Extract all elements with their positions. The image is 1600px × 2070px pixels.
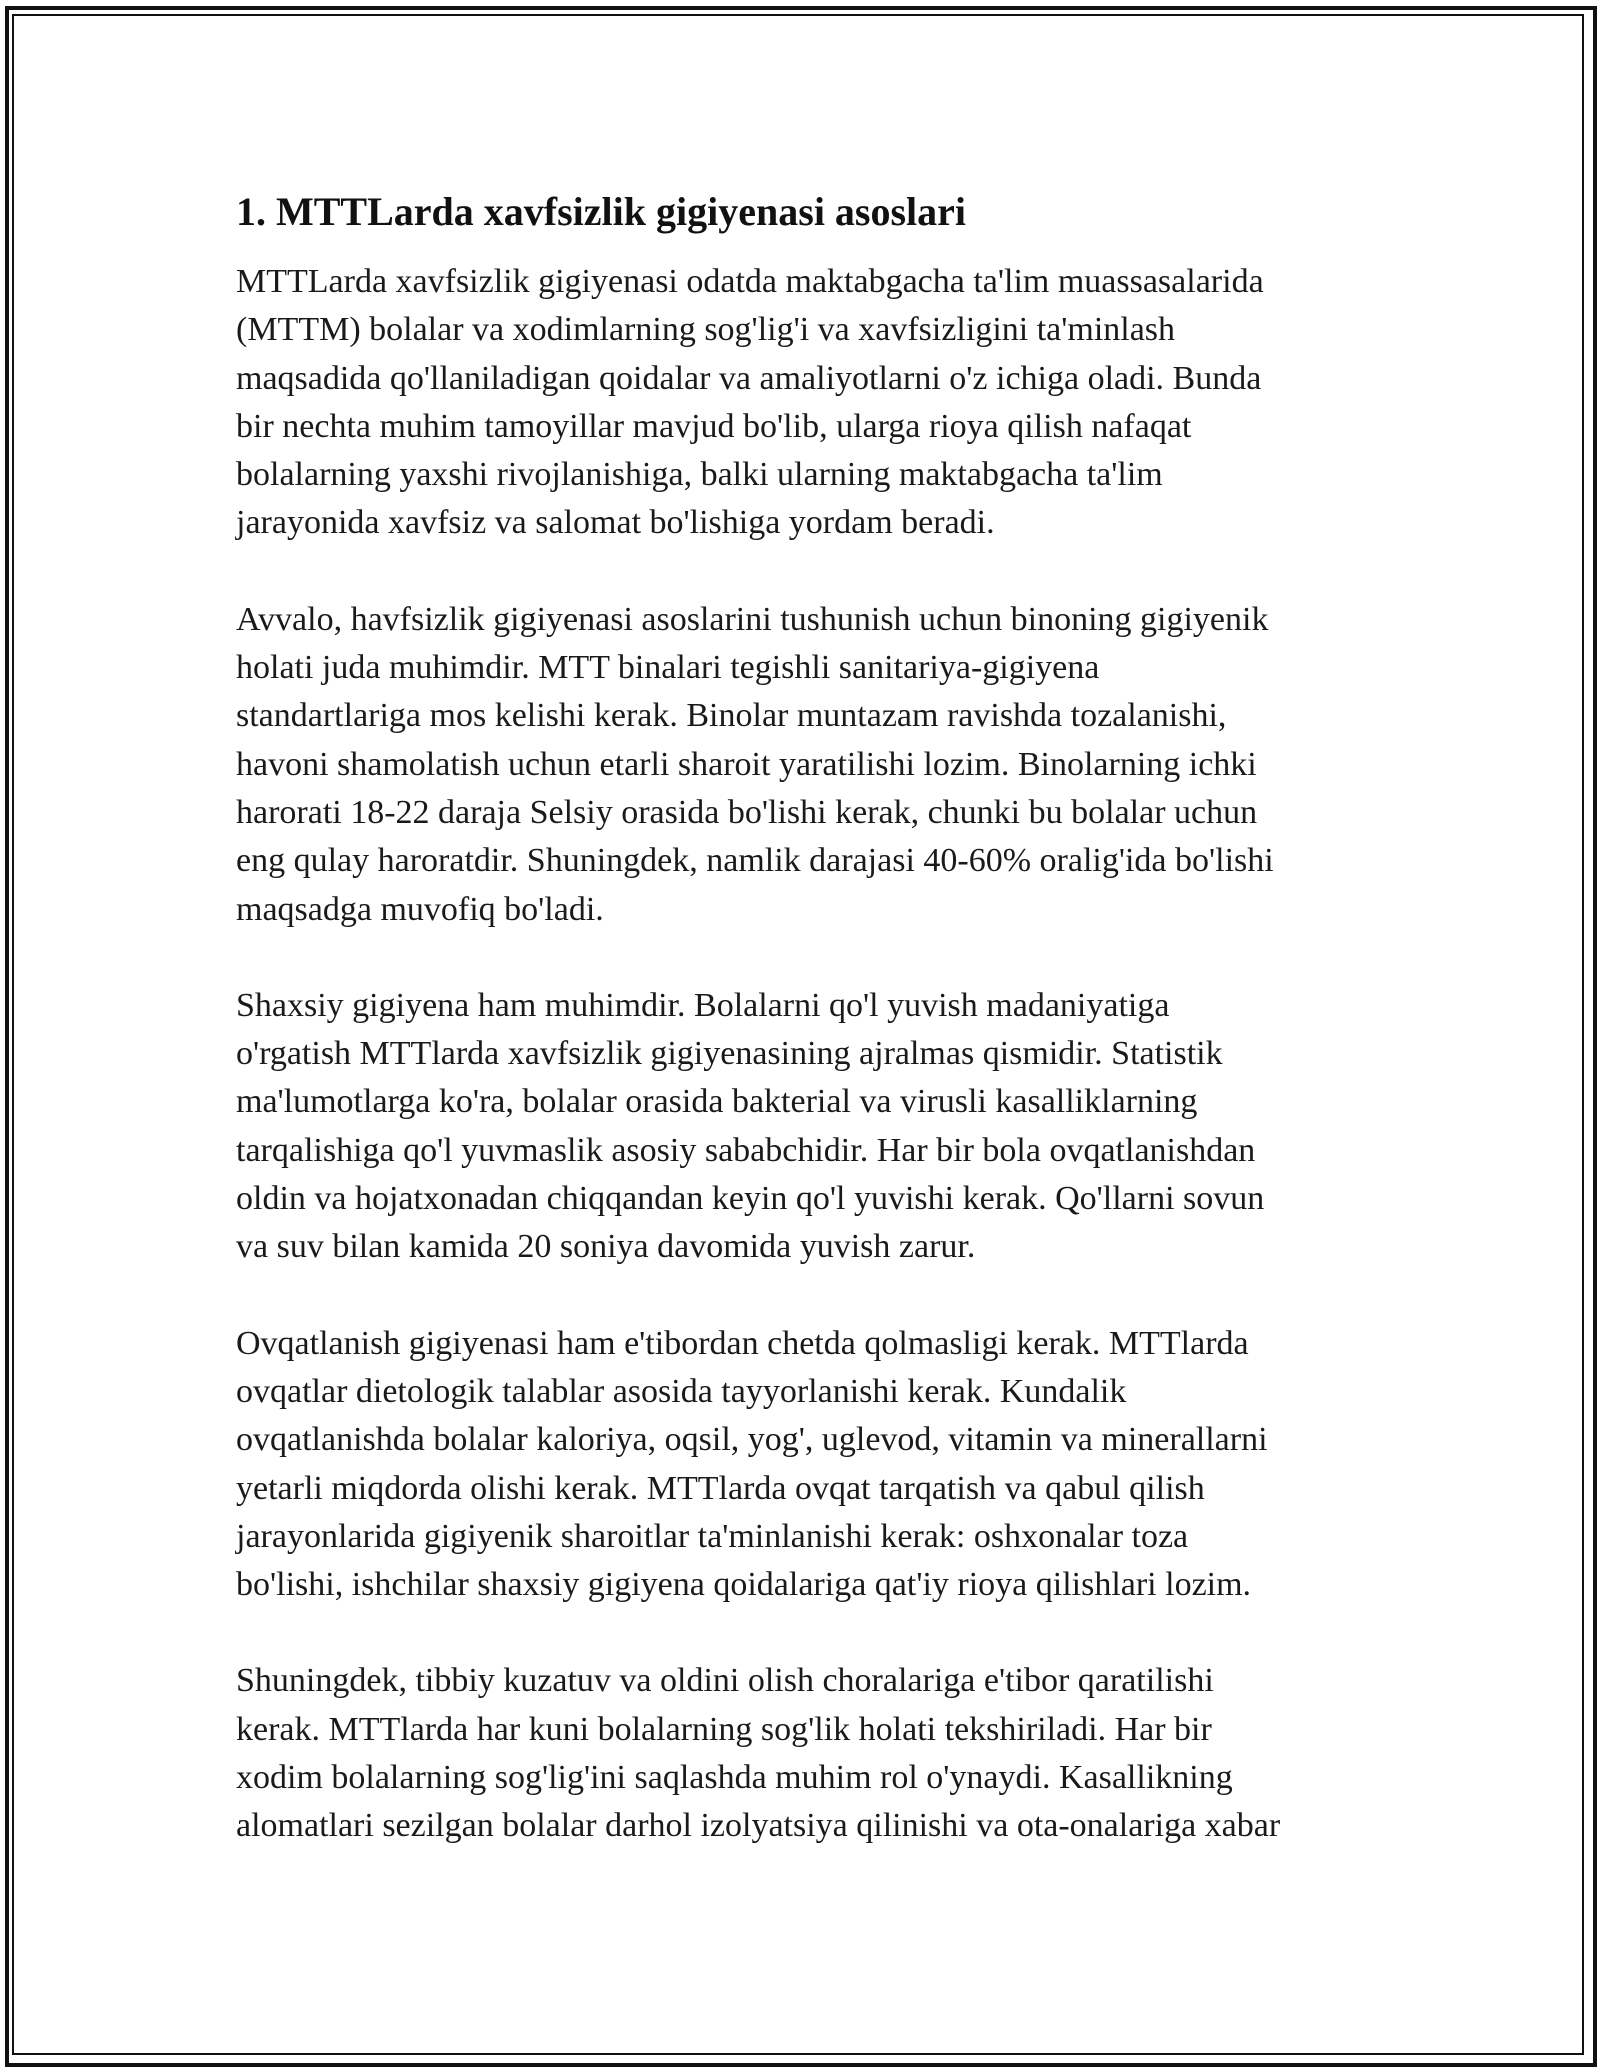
text-line: bir nechta muhim tamoyillar mavjud bo'lib, ularga rioya qilish nafaqat xyxy=(236,407,1192,445)
text-line: harorati 18-22 daraja Selsiy orasida bo'lishi kerak, chunki bu bolalar uchun xyxy=(236,793,1258,831)
text-line: yetarli miqdorda olishi kerak. MTTlarda ovqat tarqatish va qabul qilish xyxy=(236,1469,1205,1507)
paragraph-5 xyxy=(236,1657,1366,1850)
paragraph-4 xyxy=(236,1320,1366,1610)
text-line: maqsadida qo'llaniladigan qoidalar va amaliyotlarni o'z ichiga oladi. Bunda xyxy=(236,359,1262,397)
text-line: Shuningdek, tibbiy kuzatuv va oldini olish choralariga e'tibor qaratilishi xyxy=(236,1662,1214,1700)
text-line: jarayonlarida gigiyenik sharoitlar ta'minlanishi kerak: oshxonalar toza xyxy=(236,1517,1189,1555)
text-line: jarayonida xavfsiz va salomat bo'lishiga yordam beradi. xyxy=(236,504,995,542)
paragraph-2 xyxy=(236,596,1366,934)
text-line: (MTTM) bolalar va xodimlarning sog'lig'i va xavfsizligini ta'minlash xyxy=(236,311,1176,349)
document-body xyxy=(236,188,1366,1851)
section-heading: 1. MTTLarda xavfsizlik gigiyenasi asoslari xyxy=(236,189,967,234)
text-line: ovqatlanishda bolalar kaloriya, oqsil, yog', uglevod, vitamin va minerallarni xyxy=(236,1421,1268,1459)
text-line: Shaxsiy gigiyena ham muhimdir. Bolalarni qo'l yuvish madaniyatiga xyxy=(236,986,1170,1024)
text-line: ma'lumotlarga ko'ra, bolalar orasida bakterial va virusli kasalliklarning xyxy=(236,1083,1198,1121)
text-line: alomatlari sezilgan bolalar darhol izolyatsiya qilinishi va ota-onalariga xabar xyxy=(236,1807,1281,1845)
text-line: bolalarning yaxshi rivojlanishiga, balki ularning maktabgacha ta'lim xyxy=(236,456,1163,494)
text-line: bo'lishi, ishchilar shaxsiy gigiyena qoidalariga qat'iy rioya qilishlari lozim. xyxy=(236,1566,1252,1604)
text-line: kerak. MTTlarda har kuni bolalarning sog'lik holati tekshiriladi. Har bir xyxy=(236,1710,1212,1748)
text-line: va suv bilan kamida 20 soniya davomida yuvish zarur. xyxy=(236,1228,976,1266)
text-line: MTTLarda xavfsizlik gigiyenasi odatda maktabgacha ta'lim muassasalarida xyxy=(236,263,1264,300)
text-line: Ovqatlanish gigiyenasi ham e'tibordan chetda qolmasligi kerak. MTTlarda xyxy=(236,1324,1249,1362)
text-line: havoni shamolatish uchun etarli sharoit yaratilishi lozim. Binolarning ichki xyxy=(236,745,1257,783)
text-line: ovqatlar dietologik talablar asosida tayyorlanishi kerak. Kundalik xyxy=(236,1372,1127,1410)
text-line: xodim bolalarning sog'lig'ini saqlashda muhim rol o'ynaydi. Kasallikning xyxy=(236,1759,1233,1797)
text-line: o'rgatish MTTlarda xavfsizlik gigiyenasining ajralmas qismidir. Statistik xyxy=(236,1035,1223,1073)
text-line: Avvalo, havfsizlik gigiyenasi asoslarini tushunish uchun binoning gigiyenik xyxy=(236,600,1269,638)
text-line: tarqalishiga qo'l yuvmaslik asosiy sababchidir. Har bir bola ovqatlanishdan xyxy=(236,1131,1256,1169)
text-line: oldin va hojatxonadan chiqqandan keyin qo'l yuvishi kerak. Qo'llarni sovun xyxy=(236,1180,1265,1218)
paragraph-1 xyxy=(236,258,1366,548)
text-line: maqsadga muvofiq bo'ladi. xyxy=(236,890,604,928)
text-line: eng qulay haroratdir. Shuningdek, namlik darajasi 40-60% oralig'ida bo'lishi xyxy=(236,842,1274,880)
text-line: standartlariga mos kelishi kerak. Binolar muntazam ravishda tozalanishi, xyxy=(236,697,1227,735)
paragraph-3 xyxy=(236,982,1366,1272)
text-line: holati juda muhimdir. MTT binalari tegishli sanitariya-gigiyena xyxy=(236,649,1100,687)
